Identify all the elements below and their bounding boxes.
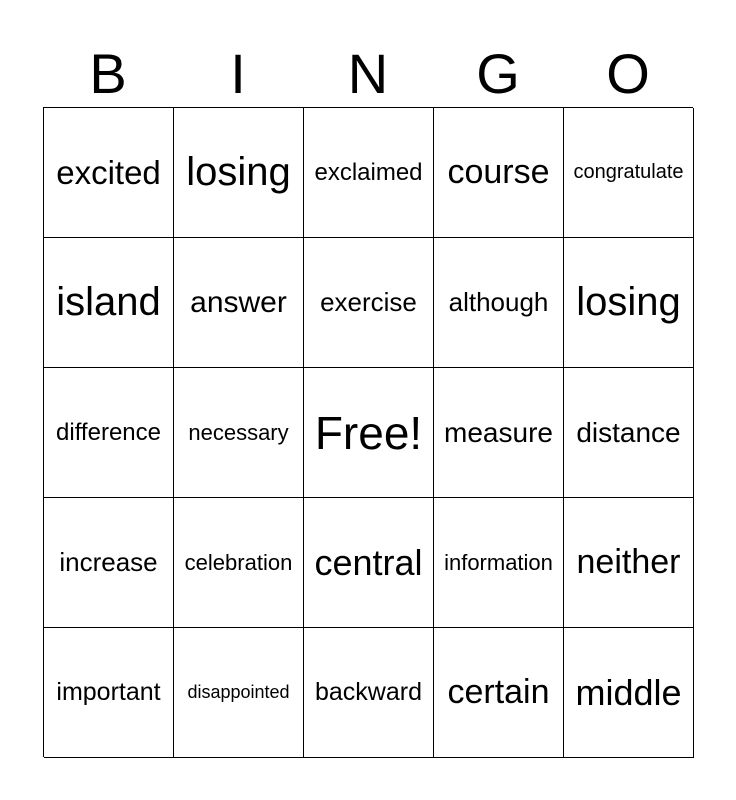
bingo-cell[interactable]: measure (434, 368, 564, 498)
bingo-cell[interactable]: distance (564, 368, 694, 498)
header-letter-b: B (89, 42, 127, 105)
bingo-cell[interactable]: information (434, 498, 564, 628)
bingo-cell[interactable]: backward (304, 628, 434, 758)
bingo-cell[interactable]: celebration (174, 498, 304, 628)
header-letter-i: I (230, 42, 246, 105)
header-letter-n: N (347, 42, 389, 105)
bingo-cell[interactable]: answer (174, 238, 304, 368)
bingo-cell[interactable]: losing (174, 108, 304, 238)
bingo-cell[interactable]: difference (44, 368, 174, 498)
header-letter-o: O (606, 42, 650, 105)
bingo-cell[interactable]: island (44, 238, 174, 368)
bingo-cell[interactable]: exclaimed (304, 108, 434, 238)
bingo-header (43, 42, 693, 106)
bingo-cell[interactable]: important (44, 628, 174, 758)
bingo-cell[interactable]: exercise (304, 238, 434, 368)
bingo-cell[interactable]: excited (44, 108, 174, 238)
bingo-cell[interactable]: necessary (174, 368, 304, 498)
bingo-cell[interactable]: increase (44, 498, 174, 628)
bingo-cell[interactable]: middle (564, 628, 694, 758)
bingo-cell[interactable]: neither (564, 498, 694, 628)
bingo-cell[interactable]: central (304, 498, 434, 628)
bingo-cell[interactable]: congratulate (564, 108, 694, 238)
free-space[interactable]: Free! (304, 368, 434, 498)
bingo-cell[interactable]: although (434, 238, 564, 368)
header-letter-g: G (476, 42, 520, 105)
bingo-board (43, 107, 693, 757)
bingo-cell[interactable]: losing (564, 238, 694, 368)
bingo-cell[interactable]: disappointed (174, 628, 304, 758)
bingo-cell[interactable]: course (434, 108, 564, 238)
bingo-cell[interactable]: certain (434, 628, 564, 758)
